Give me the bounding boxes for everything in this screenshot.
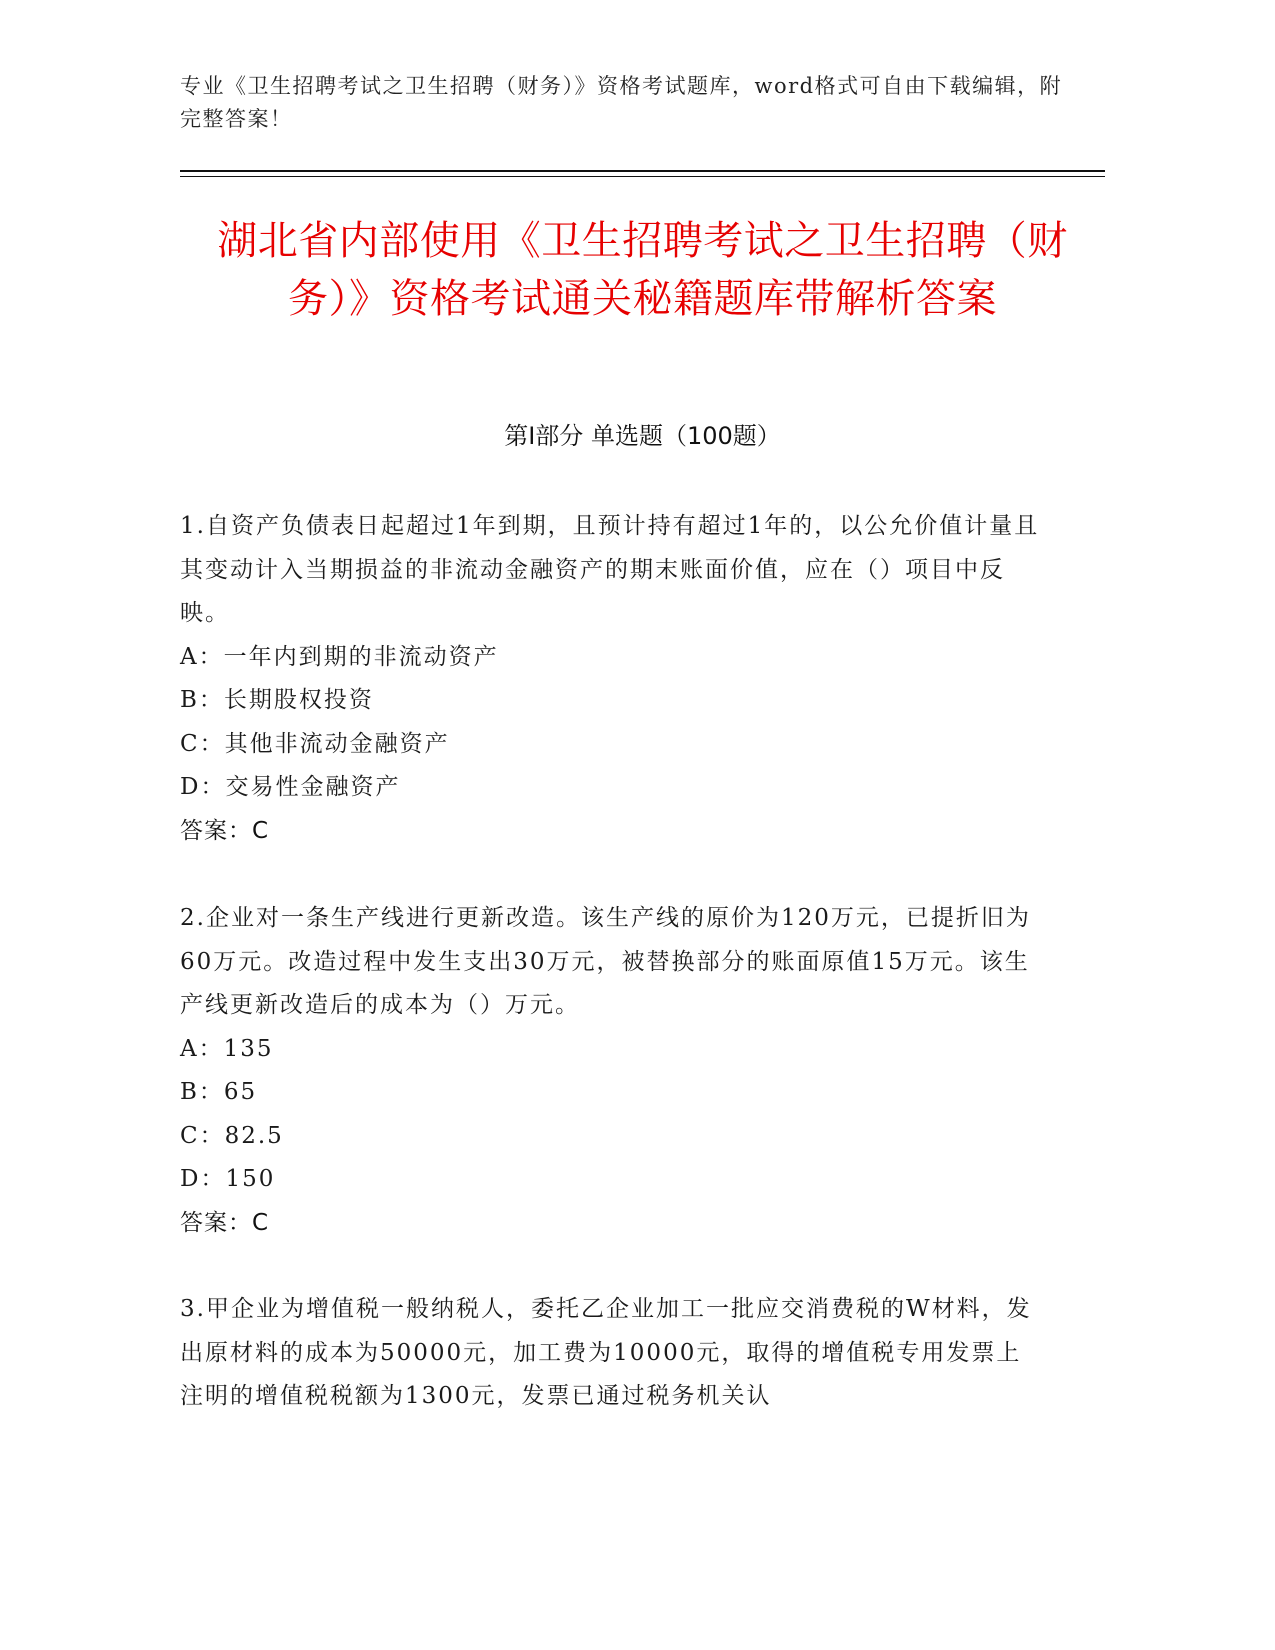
header-divider xyxy=(180,170,1105,172)
question-3 xyxy=(180,1288,1040,1419)
option-a: A：135 xyxy=(180,1035,274,1062)
section-heading: 第I部分 单选题（100题） xyxy=(504,422,781,450)
question-1 xyxy=(180,505,1040,853)
option-d: D：交易性金融资产 xyxy=(180,774,401,800)
option-c: C：82.5 xyxy=(180,1122,284,1149)
header-note: 专业《卫生招聘考试之卫生招聘（财务）》资格考试题库，word格式可自由下载编辑，附完整答案！ xyxy=(180,74,1063,131)
question-stem: 3.甲企业为增值税一般纳税人，委托乙企业加工一批应交消费税的W材料，发出原材料的成本为50000元，加工费为10000元，取得的增值税专用发票上注明的增值税税额为1300元，发票已通过税务机关认 xyxy=(180,1296,1032,1409)
question-stem: 2.企业对一条生产线进行更新改造。该生产线的原价为120万元，已提折旧为60万元。改造过程中发生支出30万元，被替换部分的账面原值15万元。该生产线更新改造后的成本为（）万元。 xyxy=(180,905,1031,1018)
option-b: B：长期股权投资 xyxy=(180,687,374,713)
option-a: A：一年内到期的非流动资产 xyxy=(180,643,499,670)
option-d: D：150 xyxy=(180,1166,276,1192)
answer-label: 答案：C xyxy=(180,817,270,844)
question-stem: 1.自资产负债表日起超过1年到期，且预计持有超过1年的，以公允价值计量且其变动计入当期损益的非流动金融资产的期末账面价值，应在（）项目中反映。 xyxy=(180,513,1040,626)
option-c: C：其他非流动金融资产 xyxy=(180,730,450,757)
header-divider-thin xyxy=(180,176,1105,177)
question-2 xyxy=(180,897,1040,1245)
answer-label: 答案：C xyxy=(180,1209,270,1236)
document-title: 湖北省内部使用《卫生招聘考试之卫生招聘（财务）》资格考试通关秘籍题库带解析答案 xyxy=(217,218,1068,322)
option-b: B：65 xyxy=(180,1079,258,1105)
